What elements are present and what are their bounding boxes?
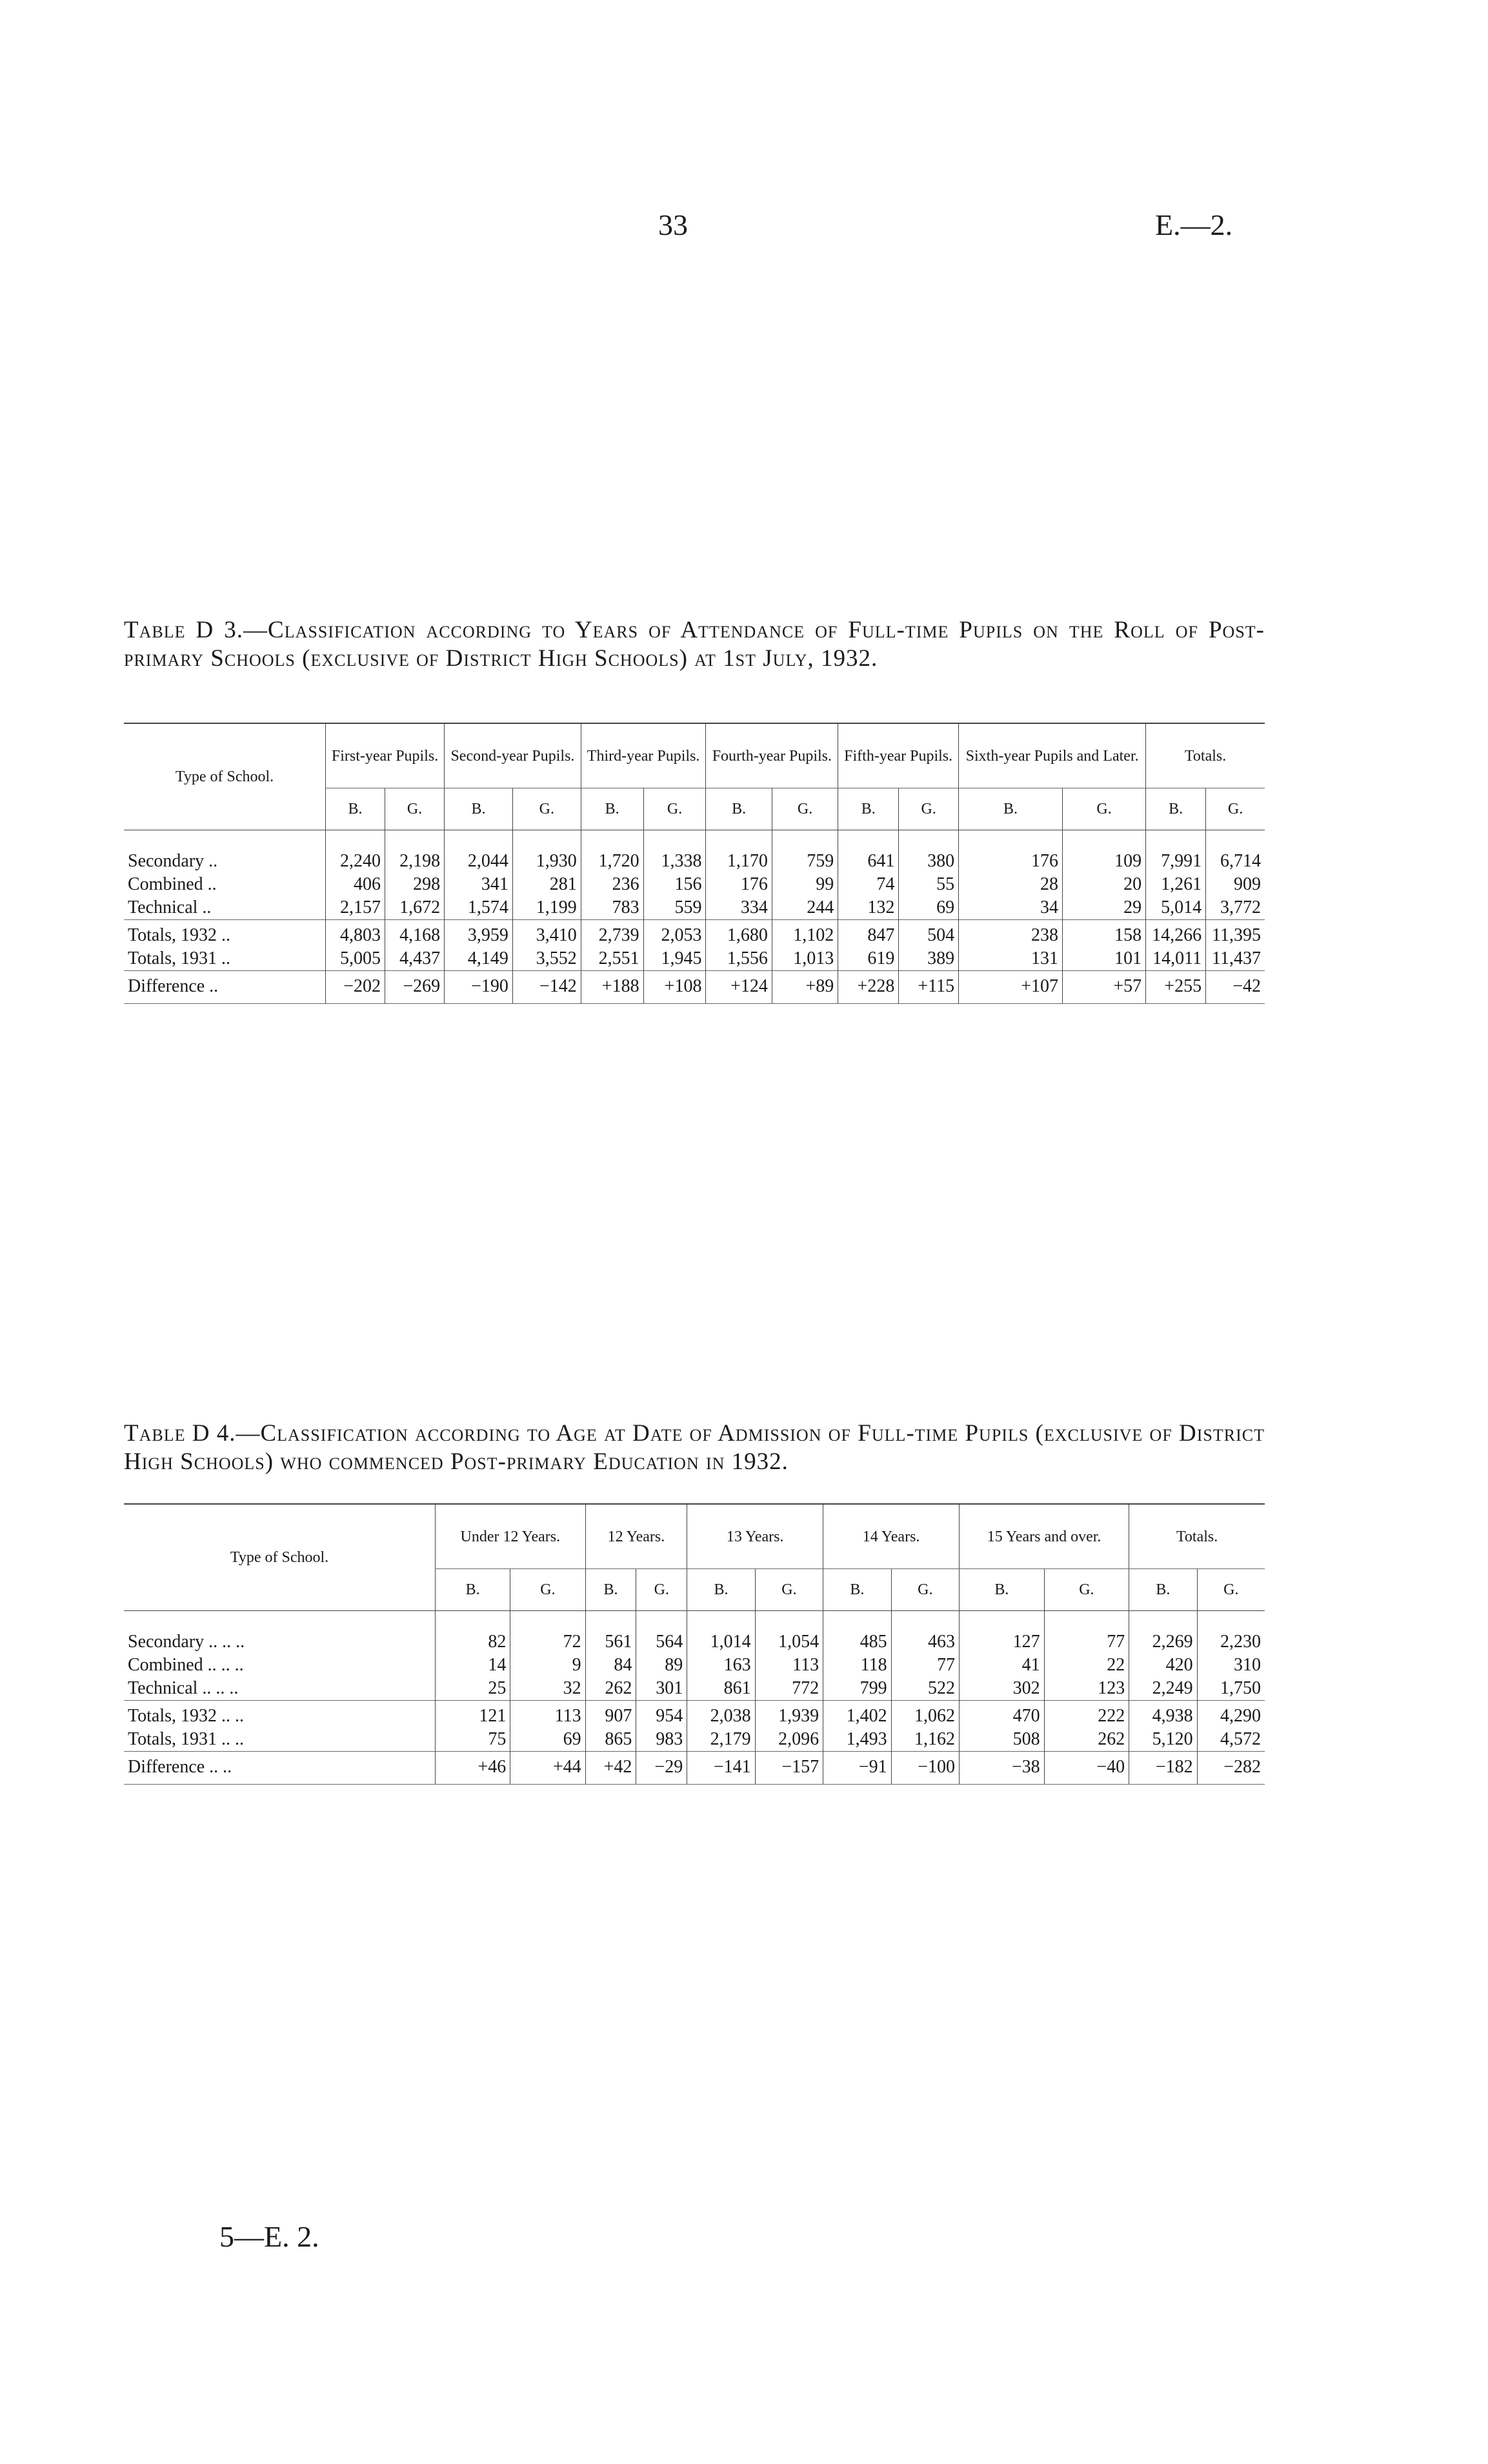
table-cell: +44	[510, 1752, 585, 1785]
table-cell: −100	[891, 1752, 959, 1785]
table-cell: 3,410	[512, 920, 581, 948]
table-cell: 5,005	[326, 947, 385, 971]
table-cell: 25	[436, 1677, 510, 1701]
table-cell: 55	[899, 873, 959, 896]
table-cell: 99	[772, 873, 838, 896]
column-group-header: Fourth-year Pupils.	[706, 723, 838, 788]
row-label: Technical ..	[128, 897, 212, 917]
table-cell: 1,261	[1146, 873, 1206, 896]
table-row	[124, 1611, 1265, 1654]
table-cell: 1,054	[755, 1611, 823, 1654]
boys-subheader: B.	[1129, 1569, 1197, 1611]
column-group-header: Totals.	[1146, 723, 1265, 788]
girls-subheader: G.	[636, 1569, 687, 1611]
row-label: Totals, 1931 .. ..	[128, 1729, 245, 1749]
table-cell: 559	[643, 896, 706, 920]
table-cell: 84	[585, 1654, 636, 1677]
table-row	[124, 947, 1265, 971]
table-cell: 113	[755, 1654, 823, 1677]
table-row	[124, 873, 1265, 896]
table-cell: 32	[510, 1677, 585, 1701]
table-cell: 470	[960, 1701, 1045, 1728]
table-cell: 176	[959, 830, 1063, 874]
table-cell: −202	[326, 971, 385, 1004]
table-row	[124, 971, 1265, 1004]
table-cell: 847	[838, 920, 899, 948]
row-label: Totals, 1932 .. ..	[124, 1701, 436, 1728]
table-cell: 954	[636, 1701, 687, 1728]
column-group-header: Totals.	[1129, 1504, 1265, 1569]
table-cell: +228	[838, 971, 899, 1004]
table-cell: 20	[1063, 873, 1146, 896]
table-cell: 561	[585, 1611, 636, 1654]
table-cell: 3,959	[445, 920, 513, 948]
table-cell: 262	[1044, 1728, 1129, 1752]
boys-subheader: B.	[687, 1569, 755, 1611]
table-cell: 1,930	[512, 830, 581, 874]
table-cell: 4,290	[1197, 1701, 1265, 1728]
table-cell: 222	[1044, 1701, 1129, 1728]
table-cell: 2,038	[687, 1701, 755, 1728]
table-cell: 641	[838, 830, 899, 874]
table-cell: 983	[636, 1728, 687, 1752]
table-cell: 564	[636, 1611, 687, 1654]
table-cell: 2,249	[1129, 1677, 1197, 1701]
table-cell: 298	[385, 873, 445, 896]
table-cell: +188	[581, 971, 643, 1004]
table-cell: 2,739	[581, 920, 643, 948]
table-row	[124, 1752, 1265, 1785]
table-cell: 29	[1063, 896, 1146, 920]
table-cell: +115	[899, 971, 959, 1004]
table-cell: 302	[960, 1677, 1045, 1701]
table-cell: 6,714	[1206, 830, 1265, 874]
table-cell: 1,013	[772, 947, 838, 971]
table-cell: 1,199	[512, 896, 581, 920]
table-cell: −142	[512, 971, 581, 1004]
table-row	[124, 920, 1265, 948]
table-cell: +107	[959, 971, 1063, 1004]
girls-subheader: G.	[510, 1569, 585, 1611]
table-cell: 1,014	[687, 1611, 755, 1654]
boys-subheader: B.	[838, 788, 899, 830]
table-cell: −38	[960, 1752, 1045, 1785]
girls-subheader: G.	[512, 788, 581, 830]
table-cell: +108	[643, 971, 706, 1004]
table-cell: 7,991	[1146, 830, 1206, 874]
table-cell: 82	[436, 1611, 510, 1654]
table-cell: +42	[585, 1752, 636, 1785]
boys-subheader: B.	[436, 1569, 510, 1611]
table-cell: 4,437	[385, 947, 445, 971]
table-cell: 759	[772, 830, 838, 874]
table-row	[124, 1654, 1265, 1677]
boys-subheader: B.	[445, 788, 513, 830]
row-label: Combined .. .. ..	[128, 1655, 244, 1675]
table-cell: 508	[960, 1728, 1045, 1752]
table-cell: 799	[823, 1677, 891, 1701]
table-cell: 132	[838, 896, 899, 920]
table-cell: 69	[899, 896, 959, 920]
table-cell: 121	[436, 1701, 510, 1728]
table-cell: 4,938	[1129, 1701, 1197, 1728]
boys-subheader: B.	[585, 1569, 636, 1611]
page-code: E.—2.	[1155, 208, 1233, 241]
table-cell: 406	[326, 873, 385, 896]
table-cell: 341	[445, 873, 513, 896]
table-d4	[124, 1503, 1265, 1785]
table-cell: 772	[755, 1677, 823, 1701]
table-row	[124, 830, 1265, 874]
row-label: Combined ..	[128, 874, 217, 894]
table-cell: 9	[510, 1654, 585, 1677]
table-cell: 281	[512, 873, 581, 896]
table-cell: 485	[823, 1611, 891, 1654]
table-cell: 4,572	[1197, 1728, 1265, 1752]
table-cell: 158	[1063, 920, 1146, 948]
table-cell: 1,338	[643, 830, 706, 874]
row-label: Totals, 1931 ..	[128, 948, 231, 968]
column-group-header: First-year Pupils.	[326, 723, 445, 788]
table-cell: 2,053	[643, 920, 706, 948]
table-cell: −190	[445, 971, 513, 1004]
table-cell: −269	[385, 971, 445, 1004]
column-group-header: Fifth-year Pupils.	[838, 723, 959, 788]
table-cell: 163	[687, 1654, 755, 1677]
column-group-header: Under 12 Years.	[436, 1504, 586, 1569]
table-cell: 11,395	[1206, 920, 1265, 948]
row-label: Difference .. ..	[124, 1752, 436, 1785]
table-cell: 380	[899, 830, 959, 874]
table-cell: 176	[706, 873, 772, 896]
table-cell: 22	[1044, 1654, 1129, 1677]
table-cell: 1,945	[643, 947, 706, 971]
table-cell: 310	[1197, 1654, 1265, 1677]
table-cell: 4,149	[445, 947, 513, 971]
table-d3	[124, 723, 1265, 1004]
table-row	[124, 1701, 1265, 1728]
table-cell: 2,269	[1129, 1611, 1197, 1654]
table-cell: 1,493	[823, 1728, 891, 1752]
table-cell: 77	[1044, 1611, 1129, 1654]
table-cell: 5,014	[1146, 896, 1206, 920]
table-cell: 861	[687, 1677, 755, 1701]
table-cell: −42	[1206, 971, 1265, 1004]
boys-subheader: B.	[326, 788, 385, 830]
table-cell: 2,198	[385, 830, 445, 874]
boys-subheader: B.	[706, 788, 772, 830]
table-cell: 301	[636, 1677, 687, 1701]
boys-subheader: B.	[1146, 788, 1206, 830]
table-cell: 334	[706, 896, 772, 920]
table-cell: 909	[1206, 873, 1265, 896]
girls-subheader: G.	[891, 1569, 959, 1611]
table-cell: 34	[959, 896, 1063, 920]
table-cell: 1,556	[706, 947, 772, 971]
table-cell: 3,552	[512, 947, 581, 971]
table-cell: 865	[585, 1728, 636, 1752]
girls-subheader: G.	[1044, 1569, 1129, 1611]
table-cell: 28	[959, 873, 1063, 896]
table-cell: 89	[636, 1654, 687, 1677]
table-cell: 504	[899, 920, 959, 948]
table-cell: 101	[1063, 947, 1146, 971]
boys-subheader: B.	[959, 788, 1063, 830]
table-cell: 238	[959, 920, 1063, 948]
table-cell: 1,939	[755, 1701, 823, 1728]
girls-subheader: G.	[385, 788, 445, 830]
table-row	[124, 1677, 1265, 1701]
table-cell: 2,096	[755, 1728, 823, 1752]
column-group-header: 13 Years.	[687, 1504, 823, 1569]
girls-subheader: G.	[1206, 788, 1265, 830]
table-cell: +124	[706, 971, 772, 1004]
table-cell: −282	[1197, 1752, 1265, 1785]
page-number: 33	[658, 208, 688, 241]
table-cell: 1,162	[891, 1728, 959, 1752]
table-d3-caption: Table D 3.—Classification according to Years of Attendance of Full-time Pupils on the Roll of Post-primary Schools (exclusive of District High Schools) at 1st July, 1932.	[124, 617, 1265, 672]
table-cell: 236	[581, 873, 643, 896]
table-cell: 2,157	[326, 896, 385, 920]
boys-subheader: B.	[823, 1569, 891, 1611]
table-cell: 1,402	[823, 1701, 891, 1728]
table-row	[124, 1728, 1265, 1752]
boys-subheader: B.	[960, 1569, 1045, 1611]
table-cell: +255	[1146, 971, 1206, 1004]
table-cell: −182	[1129, 1752, 1197, 1785]
table-cell: 72	[510, 1611, 585, 1654]
table-cell: 77	[891, 1654, 959, 1677]
column-group-header: Sixth-year Pupils and Later.	[959, 723, 1146, 788]
table-cell: 2,044	[445, 830, 513, 874]
girls-subheader: G.	[755, 1569, 823, 1611]
column-group-header: 15 Years and over.	[960, 1504, 1129, 1569]
girls-subheader: G.	[643, 788, 706, 830]
type-of-school-header: Type of School.	[175, 768, 274, 785]
girls-subheader: G.	[1063, 788, 1146, 830]
table-cell: 2,179	[687, 1728, 755, 1752]
table-cell: 113	[510, 1701, 585, 1728]
table-cell: 74	[838, 873, 899, 896]
table-cell: 156	[643, 873, 706, 896]
table-cell: 1,574	[445, 896, 513, 920]
table-cell: 4,803	[326, 920, 385, 948]
table-cell: 14,266	[1146, 920, 1206, 948]
table-cell: 109	[1063, 830, 1146, 874]
table-cell: 420	[1129, 1654, 1197, 1677]
table-cell: 2,240	[326, 830, 385, 874]
table-cell: −141	[687, 1752, 755, 1785]
type-of-school-header: Type of School.	[230, 1549, 329, 1566]
page-footer: 5—E. 2.	[219, 2220, 319, 2253]
table-cell: 2,551	[581, 947, 643, 971]
table-cell: 244	[772, 896, 838, 920]
table-cell: +46	[436, 1752, 510, 1785]
row-label: Secondary ..	[128, 851, 218, 871]
table-cell: 11,437	[1206, 947, 1265, 971]
column-group-header: 12 Years.	[585, 1504, 687, 1569]
table-cell: 1,170	[706, 830, 772, 874]
table-cell: 14,011	[1146, 947, 1206, 971]
table-cell: 1,102	[772, 920, 838, 948]
table-cell: −157	[755, 1752, 823, 1785]
table-cell: 1,062	[891, 1701, 959, 1728]
table-cell: 1,750	[1197, 1677, 1265, 1701]
table-cell: 41	[960, 1654, 1045, 1677]
table-cell: 131	[959, 947, 1063, 971]
table-cell: 5,120	[1129, 1728, 1197, 1752]
column-group-header: Third-year Pupils.	[581, 723, 706, 788]
table-cell: 4,168	[385, 920, 445, 948]
column-group-header: Second-year Pupils.	[445, 723, 581, 788]
table-cell: 783	[581, 896, 643, 920]
table-d4-caption: Table D 4.—Classification according to Age at Date of Admission of Full-time Pupils (exclusive of District High Schools) who commenced Post-primary Education in 1932.	[124, 1420, 1265, 1475]
girls-subheader: G.	[772, 788, 838, 830]
row-label: Secondary .. .. ..	[128, 1632, 245, 1652]
girls-subheader: G.	[899, 788, 959, 830]
table-cell: −91	[823, 1752, 891, 1785]
table-cell: 389	[899, 947, 959, 971]
girls-subheader: G.	[1197, 1569, 1265, 1611]
table-cell: 619	[838, 947, 899, 971]
table-cell: 3,772	[1206, 896, 1265, 920]
table-cell: 1,672	[385, 896, 445, 920]
table-cell: −29	[636, 1752, 687, 1785]
table-cell: 463	[891, 1611, 959, 1654]
table-cell: 522	[891, 1677, 959, 1701]
column-group-header: 14 Years.	[823, 1504, 960, 1569]
boys-subheader: B.	[581, 788, 643, 830]
row-label: Technical .. .. ..	[128, 1678, 239, 1698]
table-cell: 262	[585, 1677, 636, 1701]
table-cell: 75	[436, 1728, 510, 1752]
table-cell: 69	[510, 1728, 585, 1752]
table-cell: 127	[960, 1611, 1045, 1654]
row-label: Totals, 1932 ..	[124, 920, 326, 948]
table-row	[124, 896, 1265, 920]
table-cell: 118	[823, 1654, 891, 1677]
table-cell: 1,680	[706, 920, 772, 948]
table-cell: 14	[436, 1654, 510, 1677]
row-label: Difference ..	[124, 971, 326, 1004]
table-cell: 907	[585, 1701, 636, 1728]
table-cell: +57	[1063, 971, 1146, 1004]
table-cell: −40	[1044, 1752, 1129, 1785]
table-cell: 123	[1044, 1677, 1129, 1701]
table-cell: 2,230	[1197, 1611, 1265, 1654]
table-cell: 1,720	[581, 830, 643, 874]
table-cell: +89	[772, 971, 838, 1004]
